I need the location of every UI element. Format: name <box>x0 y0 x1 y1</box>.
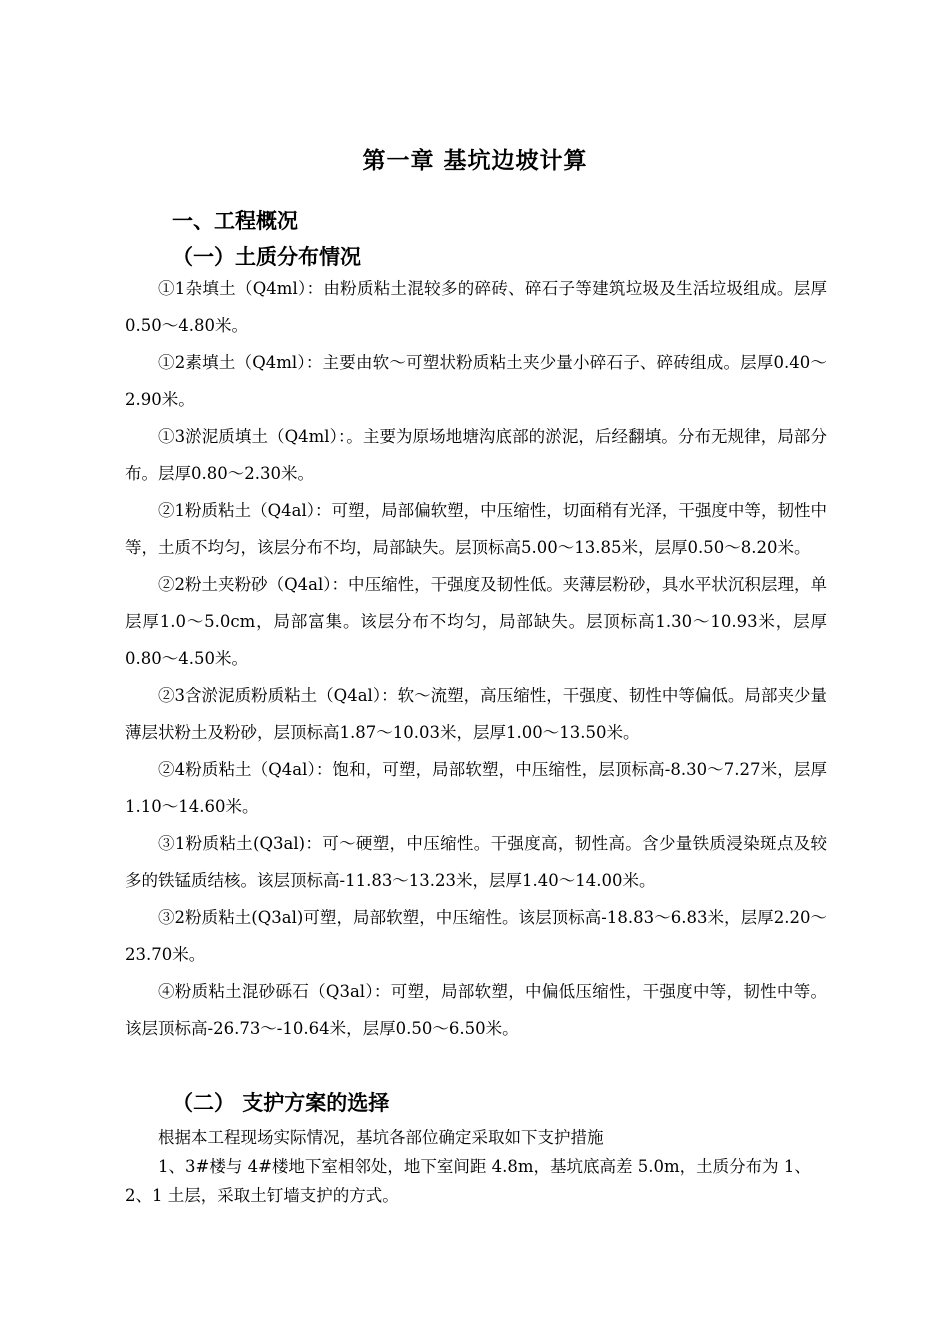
soil-description-body <box>125 270 827 1047</box>
soil-paragraph: ②4粉质粘土（Q4al）：饱和，可塑，局部软塑，中压缩性，层顶标高-8.30～7.27米，层厚1.10～14.60米。 <box>125 760 827 816</box>
soil-paragraph: ②1粉质粘土（Q4al）：可塑，局部偏软塑，中压缩性，切面稍有光泽，干强度中等，韧性中等，土质不均匀，该层分布不均，局部缺失。层顶标高5.00～13.85米，层厚0.50～8.20米。 <box>125 501 827 557</box>
support-scheme-body <box>125 1123 830 1210</box>
subsection-title-soil-distribution: （一）土质分布情况 <box>172 244 361 269</box>
support-item-paragraph: 1、3#楼与 4#楼地下室相邻处，地下室间距 4.8m，基坑底高差 5.0m，土质分布为 1、2、1 土层，采取土钉墙支护的方式。 <box>125 1157 811 1205</box>
section-title-project-overview: 一、工程概况 <box>172 208 298 233</box>
soil-paragraph: ①2素填土（Q4ml）：主要由软～可塑状粉质粘土夹少量小碎石子、碎砖组成。层厚0.40～2.90米。 <box>125 353 827 409</box>
soil-paragraph: ①1杂填土（Q4ml）：由粉质粘土混较多的碎砖、碎石子等建筑垃圾及生活垃圾组成。层厚0.50～4.80米。 <box>125 279 827 335</box>
soil-paragraph: ②3含淤泥质粉质粘土（Q4al）：软～流塑，高压缩性，干强度、韧性中等偏低。局部夹少量薄层状粉土及粉砂，层顶标高1.87～10.03米，层厚1.00～13.50米。 <box>125 686 827 742</box>
soil-paragraph: ③1粉质粘土(Q3al)：可～硬塑，中压缩性。干强度高，韧性高。含少量铁质浸染斑点及较多的铁锰质结核。该层顶标高-11.83～13.23米，层厚1.40～14.00米。 <box>125 834 827 890</box>
chapter-title: 第一章 基坑边坡计算 <box>362 147 588 174</box>
soil-paragraph: ④粉质粘土混砂砾石（Q3al）：可塑，局部软塑，中偏低压缩性，干强度中等，韧性中等。该层顶标高-26.73～-10.64米，层厚0.50～6.50米。 <box>125 982 827 1038</box>
support-intro-paragraph: 根据本工程现场实际情况，基坑各部位确定采取如下支护措施 <box>158 1128 604 1147</box>
subsection-title-support-scheme: （二） 支护方案的选择 <box>172 1090 390 1115</box>
soil-paragraph: ①3淤泥质填土（Q4ml）：。主要为原场地塘沟底部的淤泥，后经翻填。分布无规律，局部分布。层厚0.80～2.30米。 <box>125 427 827 483</box>
soil-paragraph: ③2粉质粘土(Q3al)可塑，局部软塑，中压缩性。该层顶标高-18.83～6.83米，层厚2.20～23.70米。 <box>125 908 827 964</box>
soil-paragraph: ②2粉土夹粉砂（Q4al）：中压缩性，干强度及韧性低。夹薄层粉砂，具水平状沉积层理，单层厚1.0～5.0cm，局部富集。该层分布不均匀，局部缺失。层顶标高1.30～10.93米，层厚0.80～4.50米。 <box>125 575 827 668</box>
